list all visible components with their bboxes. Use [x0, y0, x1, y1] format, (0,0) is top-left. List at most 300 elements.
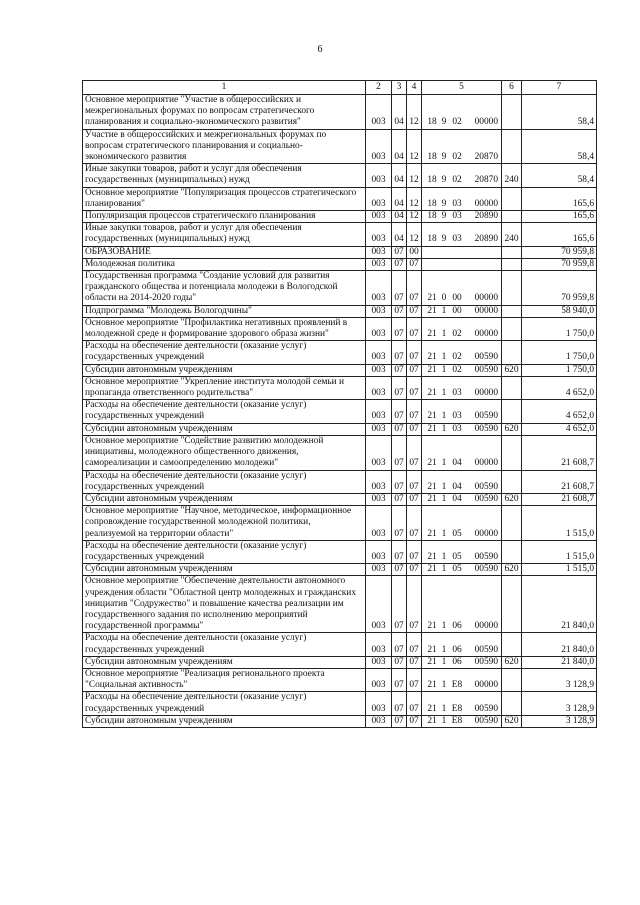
item-name: Расходы на обеспечение деятельности (оказание услуг) государственных учреждений — [83, 400, 366, 423]
header-col-4: 4 — [407, 81, 422, 95]
table-row — [83, 493, 597, 505]
item-name: Расходы на обеспечение деятельности (оказание услуг) государственных учреждений — [83, 470, 366, 493]
table-row — [83, 211, 597, 223]
target-article-code — [422, 656, 502, 668]
expense-type-code — [502, 187, 522, 210]
subprogram-code: 1 — [441, 423, 447, 434]
direction-code: 00590 — [474, 656, 498, 667]
amount: 165,6 — [522, 211, 597, 223]
activity-code: 02 — [452, 364, 462, 375]
item-name: Молодежная политика — [83, 258, 366, 270]
target-article-code — [422, 187, 502, 210]
program-code: 18 — [427, 198, 437, 209]
ministry-code: 003 — [366, 576, 392, 633]
table-header — [83, 81, 597, 95]
expense-type-code — [502, 95, 522, 130]
target-article-code — [422, 376, 502, 399]
subsection-code: 12 — [407, 95, 422, 130]
section-code: 07 — [392, 656, 407, 668]
table-row — [83, 668, 597, 691]
ministry-code: 003 — [366, 540, 392, 563]
amount: 1 750,0 — [522, 317, 597, 340]
ministry-code: 003 — [366, 400, 392, 423]
target-article-code — [422, 470, 502, 493]
target-article-code — [422, 305, 502, 317]
table-row — [83, 164, 597, 187]
ministry-code: 003 — [366, 317, 392, 340]
ministry-code: 003 — [366, 506, 392, 541]
subprogram-code: 0 — [441, 293, 447, 304]
amount: 3 128,9 — [522, 668, 597, 691]
amount: 1 515,0 — [522, 540, 597, 563]
amount: 4 652,0 — [522, 423, 597, 435]
table-row — [83, 95, 597, 130]
ministry-code: 003 — [366, 656, 392, 668]
ministry-code: 003 — [366, 211, 392, 223]
item-name: Участие в общероссийских и межрегиональных форумах по вопросам стратегического планирования и социально-экономического развития — [83, 129, 366, 164]
subprogram-code: 1 — [441, 481, 447, 492]
target-article-code — [422, 271, 502, 306]
expense-type-code — [502, 129, 522, 164]
table-row — [83, 317, 597, 340]
target-article-code — [422, 493, 502, 505]
table-row — [83, 271, 597, 306]
target-article-code — [422, 211, 502, 223]
subsection-code: 07 — [407, 506, 422, 541]
section-code: 04 — [392, 187, 407, 210]
table-row — [83, 376, 597, 399]
subsection-code: 07 — [407, 540, 422, 563]
subsection-code: 07 — [407, 317, 422, 340]
program-code: 21 — [427, 656, 437, 667]
section-code: 04 — [392, 164, 407, 187]
table-row — [83, 633, 597, 656]
subsection-code: 07 — [407, 341, 422, 364]
section-code: 07 — [392, 376, 407, 399]
target-article-code — [422, 576, 502, 633]
table-row — [83, 258, 597, 270]
section-code: 07 — [392, 305, 407, 317]
ministry-code: 003 — [366, 493, 392, 505]
expense-type-code — [502, 506, 522, 541]
direction-code: 00000 — [474, 293, 498, 304]
activity-code: 03 — [452, 423, 462, 434]
section-code: 07 — [392, 506, 407, 541]
amount: 165,6 — [522, 187, 597, 210]
ministry-code: 003 — [366, 435, 392, 470]
section-code: 07 — [392, 435, 407, 470]
expense-type-code — [502, 576, 522, 633]
target-article-code — [422, 129, 502, 164]
subsection-code: 07 — [407, 258, 422, 270]
amount: 70 959,8 — [522, 271, 597, 306]
item-name: Расходы на обеспечение деятельности (оказание услуг) государственных учреждений — [83, 341, 366, 364]
table-row — [83, 564, 597, 576]
expense-type-code: 620 — [502, 715, 522, 727]
table-row — [83, 246, 597, 258]
amount: 3 128,9 — [522, 715, 597, 727]
ministry-code: 003 — [366, 164, 392, 187]
expense-type-code: 240 — [502, 223, 522, 246]
program-code: 21 — [427, 564, 437, 575]
program-code: 21 — [427, 528, 437, 539]
item-name: Расходы на обеспечение деятельности (оказание услуг) государственных учреждений — [83, 540, 366, 563]
expense-type-code — [502, 305, 522, 317]
table-row — [83, 656, 597, 668]
subsection-code: 07 — [407, 576, 422, 633]
ministry-code: 003 — [366, 564, 392, 576]
subprogram-code: 1 — [441, 621, 447, 632]
program-code: 21 — [427, 293, 437, 304]
direction-code: 00000 — [474, 329, 498, 340]
ministry-code: 003 — [366, 470, 392, 493]
target-article-code — [422, 95, 502, 130]
subsection-code: 12 — [407, 211, 422, 223]
expense-type-code — [502, 540, 522, 563]
amount: 4 652,0 — [522, 376, 597, 399]
section-code: 04 — [392, 95, 407, 130]
target-article-code — [422, 223, 502, 246]
expense-type-code: 620 — [502, 493, 522, 505]
item-name: Основное мероприятие "Профилактика негативных проявлений в молодежной среде и формирование здорового образа жизни" — [83, 317, 366, 340]
subprogram-code: 1 — [441, 551, 447, 562]
subprogram-code: 9 — [441, 175, 447, 186]
target-article-code — [422, 364, 502, 376]
activity-code: 04 — [452, 481, 462, 492]
section-code: 07 — [392, 493, 407, 505]
subsection-code: 07 — [407, 435, 422, 470]
ministry-code: 003 — [366, 376, 392, 399]
activity-code: 02 — [452, 352, 462, 363]
ministry-code: 003 — [366, 423, 392, 435]
subprogram-code: 1 — [441, 329, 447, 340]
expense-type-code — [502, 692, 522, 715]
section-code: 07 — [392, 400, 407, 423]
subprogram-code: 1 — [441, 493, 447, 504]
target-article-code — [422, 692, 502, 715]
subsection-code: 12 — [407, 223, 422, 246]
program-code: 21 — [427, 703, 437, 714]
subsection-code: 07 — [407, 376, 422, 399]
direction-code: 00590 — [474, 411, 498, 422]
activity-code: E8 — [451, 703, 463, 714]
activity-code: 03 — [452, 234, 462, 245]
ministry-code: 003 — [366, 715, 392, 727]
item-name: Основное мероприятие "Содействие развитию молодежной инициативы, молодежного общественного движения, самореализации и самоопределению молодежи" — [83, 435, 366, 470]
subprogram-code: 9 — [441, 198, 447, 209]
ministry-code: 003 — [366, 95, 392, 130]
subsection-code: 07 — [407, 423, 422, 435]
subprogram-code: 1 — [441, 352, 447, 363]
expense-type-code — [502, 400, 522, 423]
header-col-6: 6 — [502, 81, 522, 95]
table-row — [83, 364, 597, 376]
target-article-code — [422, 668, 502, 691]
table-body — [83, 95, 597, 728]
program-code: 21 — [427, 411, 437, 422]
amount: 1 750,0 — [522, 341, 597, 364]
table-row — [83, 470, 597, 493]
direction-code: 00000 — [474, 528, 498, 539]
subprogram-code: 1 — [441, 364, 447, 375]
subsection-code: 07 — [407, 305, 422, 317]
table-row — [83, 715, 597, 727]
expense-type-code — [502, 317, 522, 340]
direction-code: 00590 — [474, 703, 498, 714]
ministry-code: 003 — [366, 633, 392, 656]
expense-type-code — [502, 246, 522, 258]
activity-code: 04 — [452, 493, 462, 504]
ministry-code: 003 — [366, 187, 392, 210]
direction-code: 00000 — [474, 198, 498, 209]
subprogram-code: 9 — [441, 211, 447, 222]
subsection-code: 00 — [407, 246, 422, 258]
subsection-code: 12 — [407, 129, 422, 164]
table-row — [83, 305, 597, 317]
amount: 4 652,0 — [522, 400, 597, 423]
item-name: Иные закупки товаров, работ и услуг для обеспечения государственных (муниципальных) нужд — [83, 223, 366, 246]
amount: 58 940,0 — [522, 305, 597, 317]
subsection-code: 07 — [407, 633, 422, 656]
amount: 165,6 — [522, 223, 597, 246]
program-code: 21 — [427, 329, 437, 340]
subsection-code: 07 — [407, 364, 422, 376]
subprogram-code: 1 — [441, 388, 447, 399]
target-article-code — [422, 317, 502, 340]
expense-type-code — [502, 376, 522, 399]
direction-code: 00000 — [474, 117, 498, 128]
header-col-3: 3 — [392, 81, 407, 95]
amount: 21 840,0 — [522, 633, 597, 656]
program-code: 21 — [427, 551, 437, 562]
table-row — [83, 506, 597, 541]
direction-code: 00590 — [474, 644, 498, 655]
item-name: Популяризация процессов стратегического планирования — [83, 211, 366, 223]
table-row — [83, 400, 597, 423]
section-code: 07 — [392, 341, 407, 364]
section-code: 07 — [392, 258, 407, 270]
activity-code: 02 — [452, 152, 462, 163]
activity-code: 03 — [452, 411, 462, 422]
item-name: Субсидии автономным учреждениям — [83, 364, 366, 376]
subprogram-code: 1 — [441, 305, 447, 316]
expense-type-code — [502, 470, 522, 493]
program-code: 21 — [427, 388, 437, 399]
direction-code: 00590 — [474, 423, 498, 434]
activity-code: 05 — [452, 564, 462, 575]
target-article-code — [422, 715, 502, 727]
direction-code: 20890 — [474, 234, 498, 245]
table-row — [83, 341, 597, 364]
table-row — [83, 223, 597, 246]
header-col-2: 2 — [366, 81, 392, 95]
section-code: 07 — [392, 317, 407, 340]
target-article-code — [422, 564, 502, 576]
activity-code: 05 — [452, 551, 462, 562]
target-article-code — [422, 400, 502, 423]
ministry-code: 003 — [366, 341, 392, 364]
direction-code: 00590 — [474, 352, 498, 363]
section-code: 07 — [392, 576, 407, 633]
direction-code: 00000 — [474, 305, 498, 316]
amount: 21 608,7 — [522, 493, 597, 505]
ministry-code: 003 — [366, 258, 392, 270]
expense-type-code — [502, 341, 522, 364]
section-code: 07 — [392, 715, 407, 727]
program-code: 21 — [427, 644, 437, 655]
subsection-code: 07 — [407, 692, 422, 715]
expense-type-code — [502, 633, 522, 656]
direction-code: 00000 — [474, 388, 498, 399]
amount: 58,4 — [522, 164, 597, 187]
budget-table — [82, 80, 597, 728]
subsection-code: 07 — [407, 400, 422, 423]
header-row — [83, 81, 597, 95]
header-col-1: 1 — [83, 81, 366, 95]
program-code: 21 — [427, 680, 437, 691]
expense-type-code: 620 — [502, 656, 522, 668]
activity-code: 03 — [452, 211, 462, 222]
activity-code: 00 — [452, 305, 462, 316]
activity-code: 03 — [452, 198, 462, 209]
section-code: 07 — [392, 470, 407, 493]
expense-type-code: 620 — [502, 564, 522, 576]
ministry-code: 003 — [366, 692, 392, 715]
subprogram-code: 1 — [441, 680, 447, 691]
program-code: 18 — [427, 234, 437, 245]
activity-code: 06 — [452, 656, 462, 667]
table-row — [83, 423, 597, 435]
subprogram-code: 1 — [441, 458, 447, 469]
item-name: Иные закупки товаров, работ и услуг для обеспечения государственных (муниципальных) нужд — [83, 164, 366, 187]
target-article-code — [422, 540, 502, 563]
item-name: Субсидии автономным учреждениям — [83, 423, 366, 435]
target-article-code — [422, 164, 502, 187]
item-name: Подпрограмма "Молодежь Вологодчины" — [83, 305, 366, 317]
program-code: 18 — [427, 152, 437, 163]
activity-code: 00 — [452, 293, 462, 304]
direction-code: 00590 — [474, 715, 498, 726]
subprogram-code: 1 — [441, 564, 447, 575]
program-code: 21 — [427, 352, 437, 363]
item-name: Основное мероприятие "Научное, методическое, информационное сопровождение государственной молодежной политики, реализуемой на территории области" — [83, 506, 366, 541]
expense-type-code — [502, 668, 522, 691]
target-article-code — [422, 258, 502, 270]
amount: 21 840,0 — [522, 656, 597, 668]
item-name: Основное мероприятие "Обеспечение деятельности автономного учреждения области "Областной центр молодежных и гражданских инициатив "Содружество" и повышение качества реализации им государственного задания по исполнению мероприятий государственной программы" — [83, 576, 366, 633]
item-name: Основное мероприятие "Реализация регионального проекта "Социальная активность" — [83, 668, 366, 691]
section-code: 07 — [392, 364, 407, 376]
target-article-code — [422, 246, 502, 258]
item-name: Основное мероприятие "Популяризация процессов стратегического планирования" — [83, 187, 366, 210]
subsection-code: 12 — [407, 187, 422, 210]
activity-code: E8 — [451, 680, 463, 691]
activity-code: 04 — [452, 458, 462, 469]
direction-code: 00590 — [474, 493, 498, 504]
amount: 21 608,7 — [522, 435, 597, 470]
direction-code: 00000 — [474, 680, 498, 691]
subprogram-code: 1 — [441, 656, 447, 667]
activity-code: 02 — [452, 117, 462, 128]
program-code: 21 — [427, 493, 437, 504]
subprogram-code: 9 — [441, 117, 447, 128]
subsection-code: 07 — [407, 668, 422, 691]
item-name: Субсидии автономным учреждениям — [83, 656, 366, 668]
direction-code: 00000 — [474, 621, 498, 632]
subsection-code: 12 — [407, 164, 422, 187]
ministry-code: 003 — [366, 305, 392, 317]
subprogram-code: 1 — [441, 703, 447, 714]
page-number: 6 — [317, 44, 323, 55]
header-col-5: 5 — [422, 81, 502, 95]
expense-type-code — [502, 258, 522, 270]
direction-code: 20890 — [474, 211, 498, 222]
table-row — [83, 692, 597, 715]
ministry-code: 003 — [366, 364, 392, 376]
subsection-code: 07 — [407, 271, 422, 306]
target-article-code — [422, 423, 502, 435]
header-col-7: 7 — [522, 81, 597, 95]
direction-code: 20870 — [474, 152, 498, 163]
ministry-code: 003 — [366, 246, 392, 258]
direction-code: 00590 — [474, 551, 498, 562]
subprogram-code: 1 — [441, 644, 447, 655]
expense-type-code: 620 — [502, 364, 522, 376]
activity-code: 06 — [452, 644, 462, 655]
section-code: 07 — [392, 540, 407, 563]
direction-code: 00590 — [474, 364, 498, 375]
item-name: Основное мероприятие "Участие в общероссийских и межрегиональных форумах по вопросам стратегического планирования и социально-экономического развития" — [83, 95, 366, 130]
activity-code: 05 — [452, 528, 462, 539]
program-code: 21 — [427, 481, 437, 492]
item-name: Субсидии автономным учреждениям — [83, 715, 366, 727]
section-code: 07 — [392, 633, 407, 656]
subsection-code: 07 — [407, 564, 422, 576]
subprogram-code: 9 — [441, 152, 447, 163]
program-code: 21 — [427, 621, 437, 632]
ministry-code: 003 — [366, 129, 392, 164]
program-code: 21 — [427, 305, 437, 316]
table-row — [83, 129, 597, 164]
table-row — [83, 435, 597, 470]
direction-code: 20870 — [474, 175, 498, 186]
program-code: 21 — [427, 423, 437, 434]
amount: 70 959,8 — [522, 246, 597, 258]
direction-code: 00590 — [474, 481, 498, 492]
item-name: ОБРАЗОВАНИЕ — [83, 246, 366, 258]
ministry-code: 003 — [366, 271, 392, 306]
activity-code: 03 — [452, 388, 462, 399]
expense-type-code — [502, 435, 522, 470]
expense-type-code — [502, 271, 522, 306]
amount: 21 840,0 — [522, 576, 597, 633]
section-code: 07 — [392, 271, 407, 306]
target-article-code — [422, 435, 502, 470]
program-code: 21 — [427, 715, 437, 726]
ministry-code: 003 — [366, 223, 392, 246]
amount: 58,4 — [522, 129, 597, 164]
program-code: 18 — [427, 211, 437, 222]
section-code: 04 — [392, 211, 407, 223]
direction-code: 00000 — [474, 458, 498, 469]
target-article-code — [422, 341, 502, 364]
activity-code: E8 — [451, 715, 463, 726]
target-article-code — [422, 633, 502, 656]
activity-code: 02 — [452, 175, 462, 186]
table-row — [83, 576, 597, 633]
amount: 21 608,7 — [522, 470, 597, 493]
section-code: 04 — [392, 129, 407, 164]
